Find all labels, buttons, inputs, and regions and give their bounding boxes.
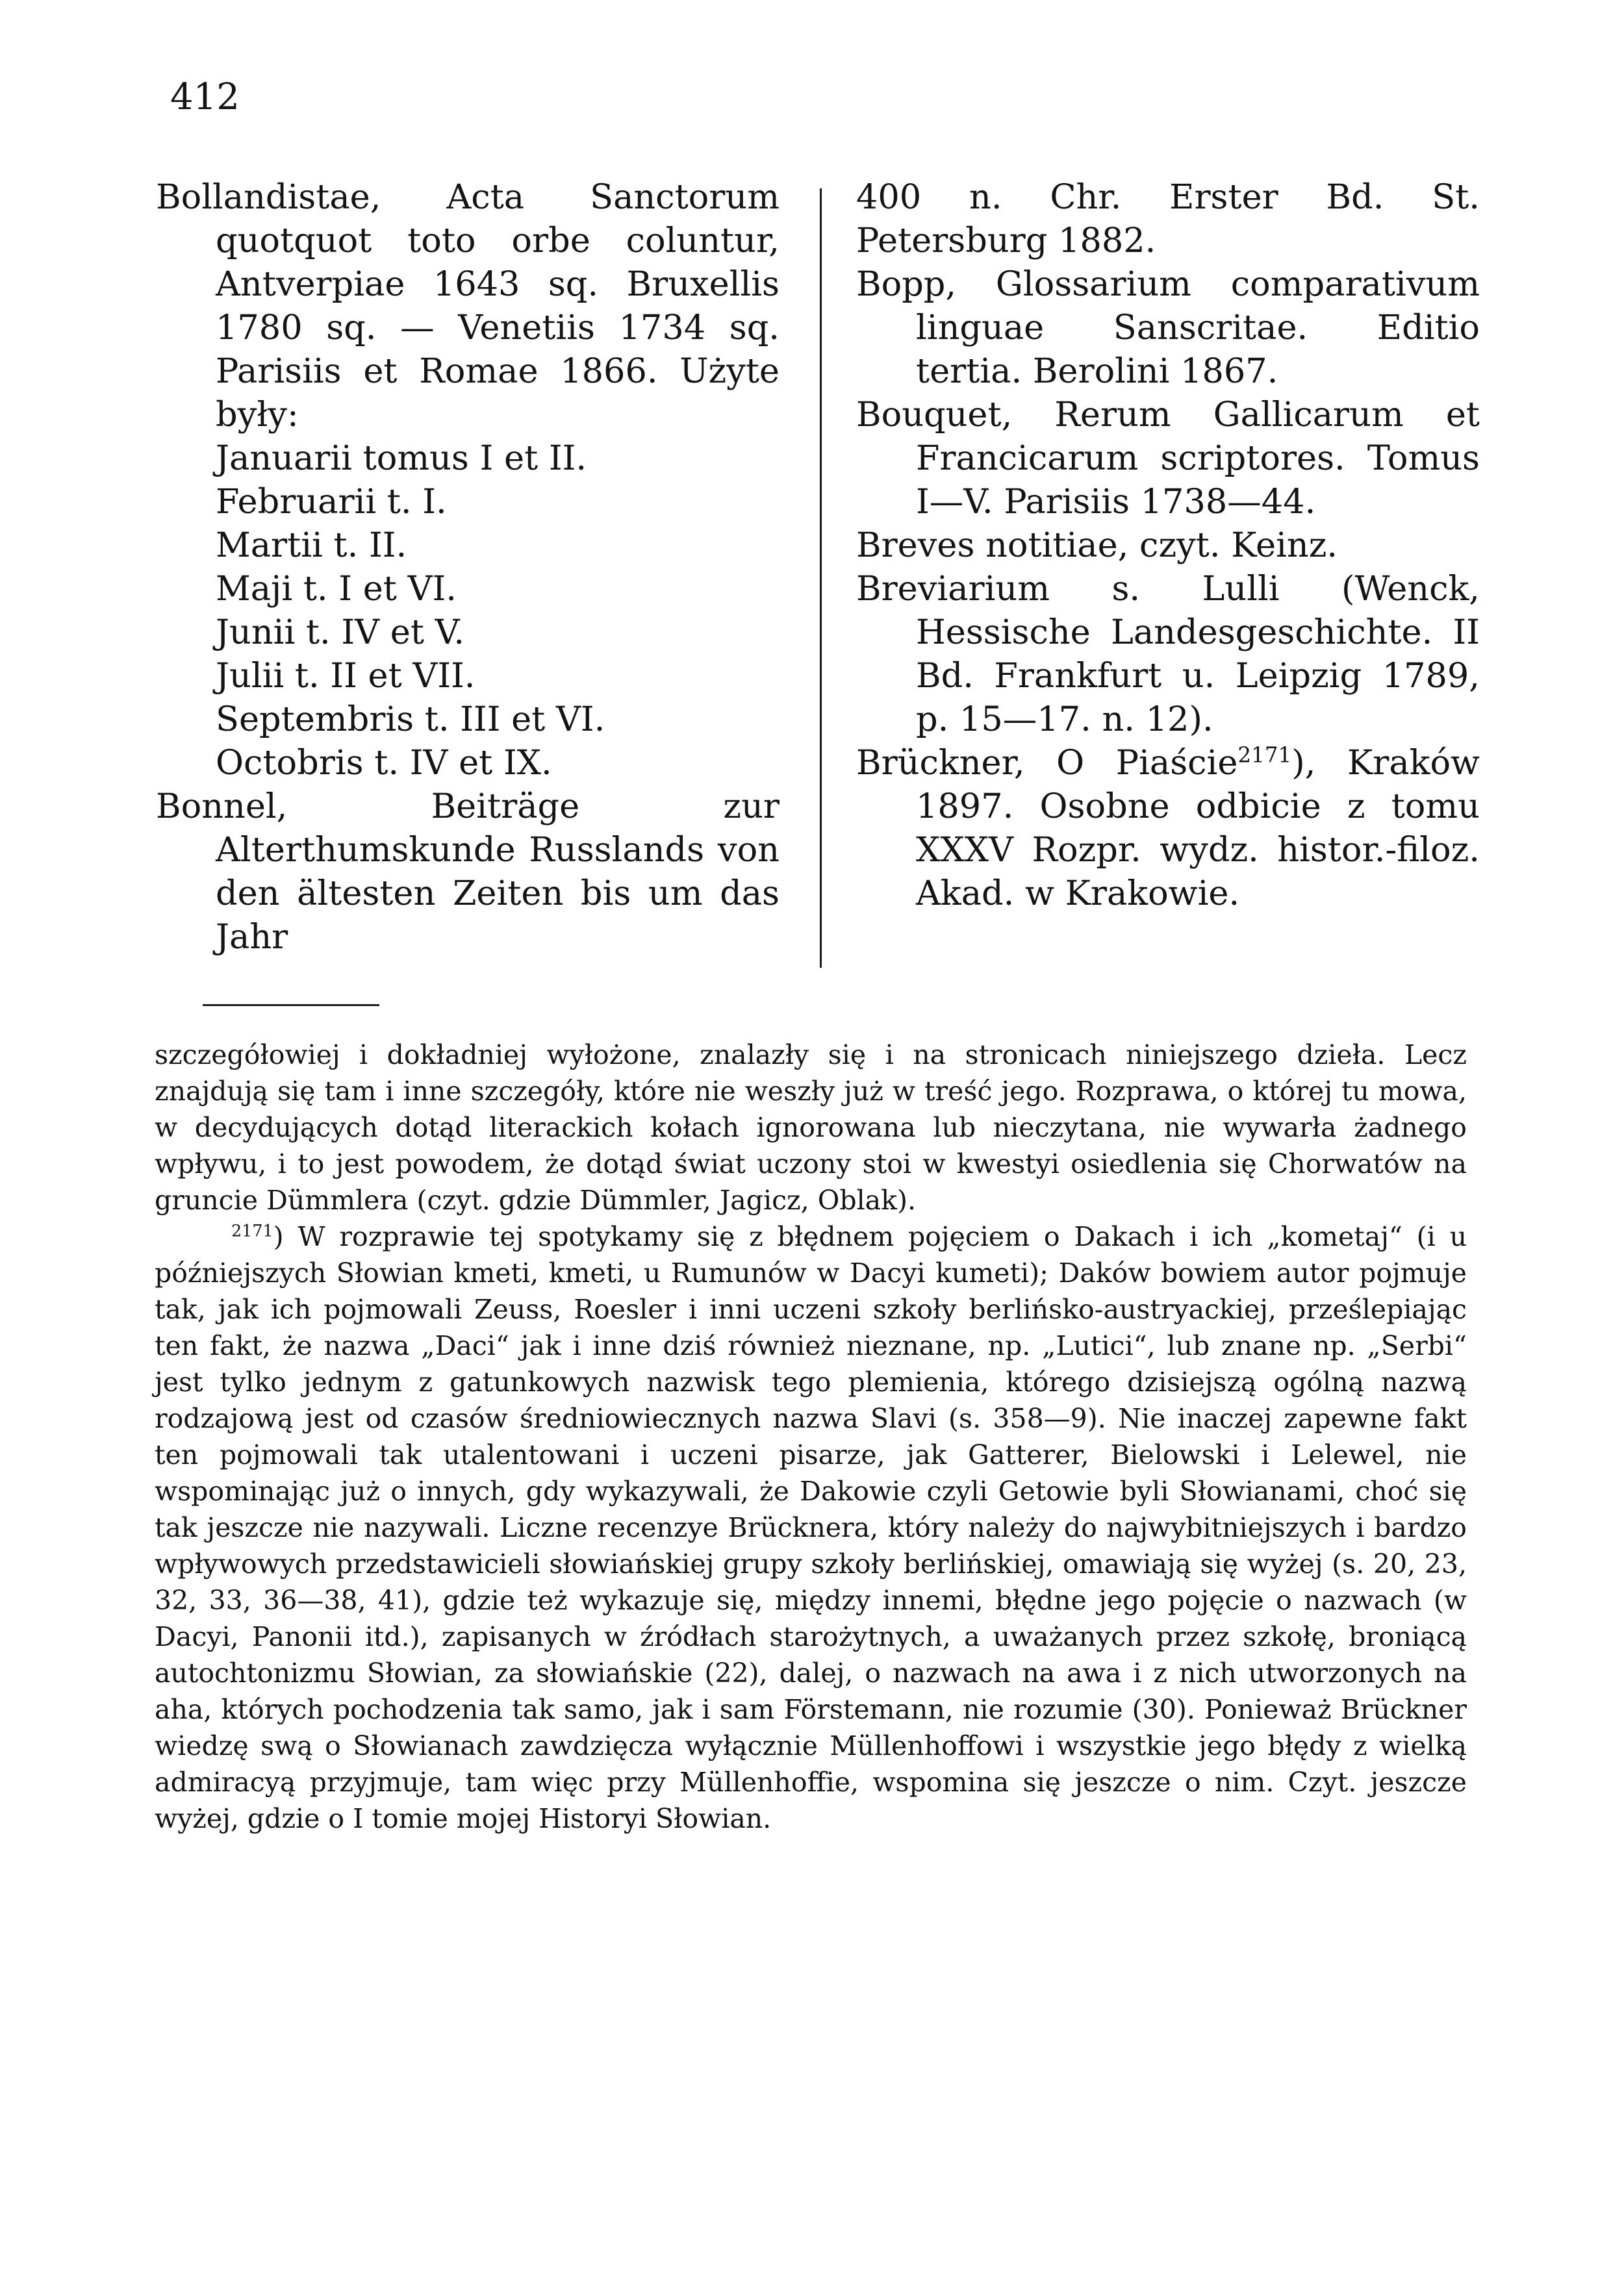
footnote-paren: ) [273,1221,284,1252]
tome-item: Septembris t. III et VI. [216,700,605,739]
footnote-2171 [155,1218,1467,1837]
bibliography-right-column [856,175,1480,915]
entry-bopp: Bopp, Glossarium comparativum linguae Sanscritae. Editio tertia. Berolini 1867. [856,264,1480,391]
footnote-reference: 2171 [1237,742,1292,768]
tome-item: Junii t. IV et V. [216,612,465,652]
bibliography-left-column [156,175,780,959]
footnote-text: W rozprawie tej spotykamy się z błędnem pojęciem o Dakach i ich „kometaj“ (i u późniejszych Słowian kmeti, kmeti, u Rumunów w Dacyi kumeti); Daków bowiem autor pojmuje tak, jak ich pojmowali Zeuss, Roesler i inni uczeni szkoły berlińsko-austryackiej, prześlepiając ten fakt, że nazwa „Daci“ jak i inne dziś również nieznane, np. „Lutici“, lub znane np. „Serbi“ jest tylko jednym z gatunkowych nazwisk tego plemienia, którego dzisiejszą ogólną nazwą rodzajową jest od czasów średniowiecznych nazwa Slavi (s. 358—9). Nie inaczej zapewne fakt ten pojmowali tak utalentowani i uczeni pisarze, jak Gatterer, Bielowski i Lelewel, nie wspominając już o innych, gdy wykazywali, że Dakowie czyli Getowie byli Słowianami, choć się tak jeszcze nie nazywali. Liczne recenzye Brücknera, który należy do najwybitniejszych i bardzo wpływowych przedstawicieli słowiańskiej grupy szkoły berlińskiej, omawiają się wyżej (s. 20, 23, 32, 33, 36—38, 41), gdzie też wykazuje się, między innemi, błędne jego pojęcie o nazwach (w Dacyi, Panonii itd.), zapisanych w źródłach starożytnych, a uważanych przez szkołę, broniącą autochtonizmu Słowian, za słowiańskie (22), dalej, o nazwach na awa i z nich utworzonych na aha, których pochodzenia tak samo, jak i sam Förstemann, nie rozumie (30). Ponieważ Brückner wiedzę swą o Słowianach zawdzięcza wyłącznie Müllenhoffowi i wszystkie jego błędy z wielką admiracyą przyjmuje, tam więc przy Müllenhoffie, wspomina się jeszcze o nim. Czyt. jeszcze wyżej, gdzie o I tomie mojej Historyi Słowian. [155,1221,1467,1834]
entry-breves: Breves notitiae, czyt. Keinz. [856,525,1338,565]
page-number: 412 [170,76,240,118]
footnote-continuation: szczegółowiej i dokładniej wyłożone, znalazły się i na stronicach niniejszego dzieła. Lecz znajdują się tam i inne szczegóły, które nie weszły już w treść jego. Rozprawa, o której tu mowa, w decydujących dotąd literackich kołach ignorowana lub nieczytana, nie wywarła żadnego wpływu, i to jest powodem, że dotąd świat uczony stoi w kwestyi osiedlenia się Chorwatów na gruncie Dümmlera (czyt. gdzie Dümmler, Jagicz, Oblak). [155,1039,1467,1216]
tome-item: Januarii tomus I et II. [216,438,587,478]
footnote-number: 2171 [231,1220,273,1241]
tome-item: Julii t. II et VII. [216,656,476,696]
footnotes-section [155,1037,1467,1837]
tome-item: Martii t. II. [216,525,407,565]
entry-bonnel-continued: 400 n. Chr. Erster Bd. St. Petersburg 1882. [856,177,1480,260]
tome-item: Februarii t. I. [216,482,447,522]
footnote-separator [203,1004,379,1006]
entry-bonnel: Bonnel, Beiträge zur Alterthumskunde Russlands von den ältesten Zeiten bis um das Jahr [156,787,780,957]
tome-item: Maji t. I et VI. [216,569,457,609]
bollandistae-tome-list [156,436,780,785]
entry-bruckner [856,741,1480,915]
column-divider [820,188,822,968]
entry-bollandistae: Bollandistae, Acta Sanctorum quotquot toto orbe coluntur, Antverpiae 1643 sq. Bruxellis 1780 sq. — Venetiis 1734 sq. Parisiis et Romae 1866. Użyte były: [156,177,780,435]
tome-item: Octobris t. IV et IX. [216,743,552,783]
entry-breviarium: Breviarium s. Lulli (Wenck, Hessische Landesgeschichte. II Bd. Frankfurt u. Leipzig 1789, p. 15—17. n. 12). [856,569,1480,739]
bruckner-details: ), Kraków 1897. Osobne odbicie z tomu XXXV Rozpr. wydz. histor.-filoz. Akad. w Krakowie. [916,743,1480,913]
bruckner-title: Brückner, O Piaście [856,743,1238,783]
entry-bouquet: Bouquet, Rerum Gallicarum et Francicarum scriptores. Tomus I—V. Parisiis 1738—44. [856,395,1480,522]
